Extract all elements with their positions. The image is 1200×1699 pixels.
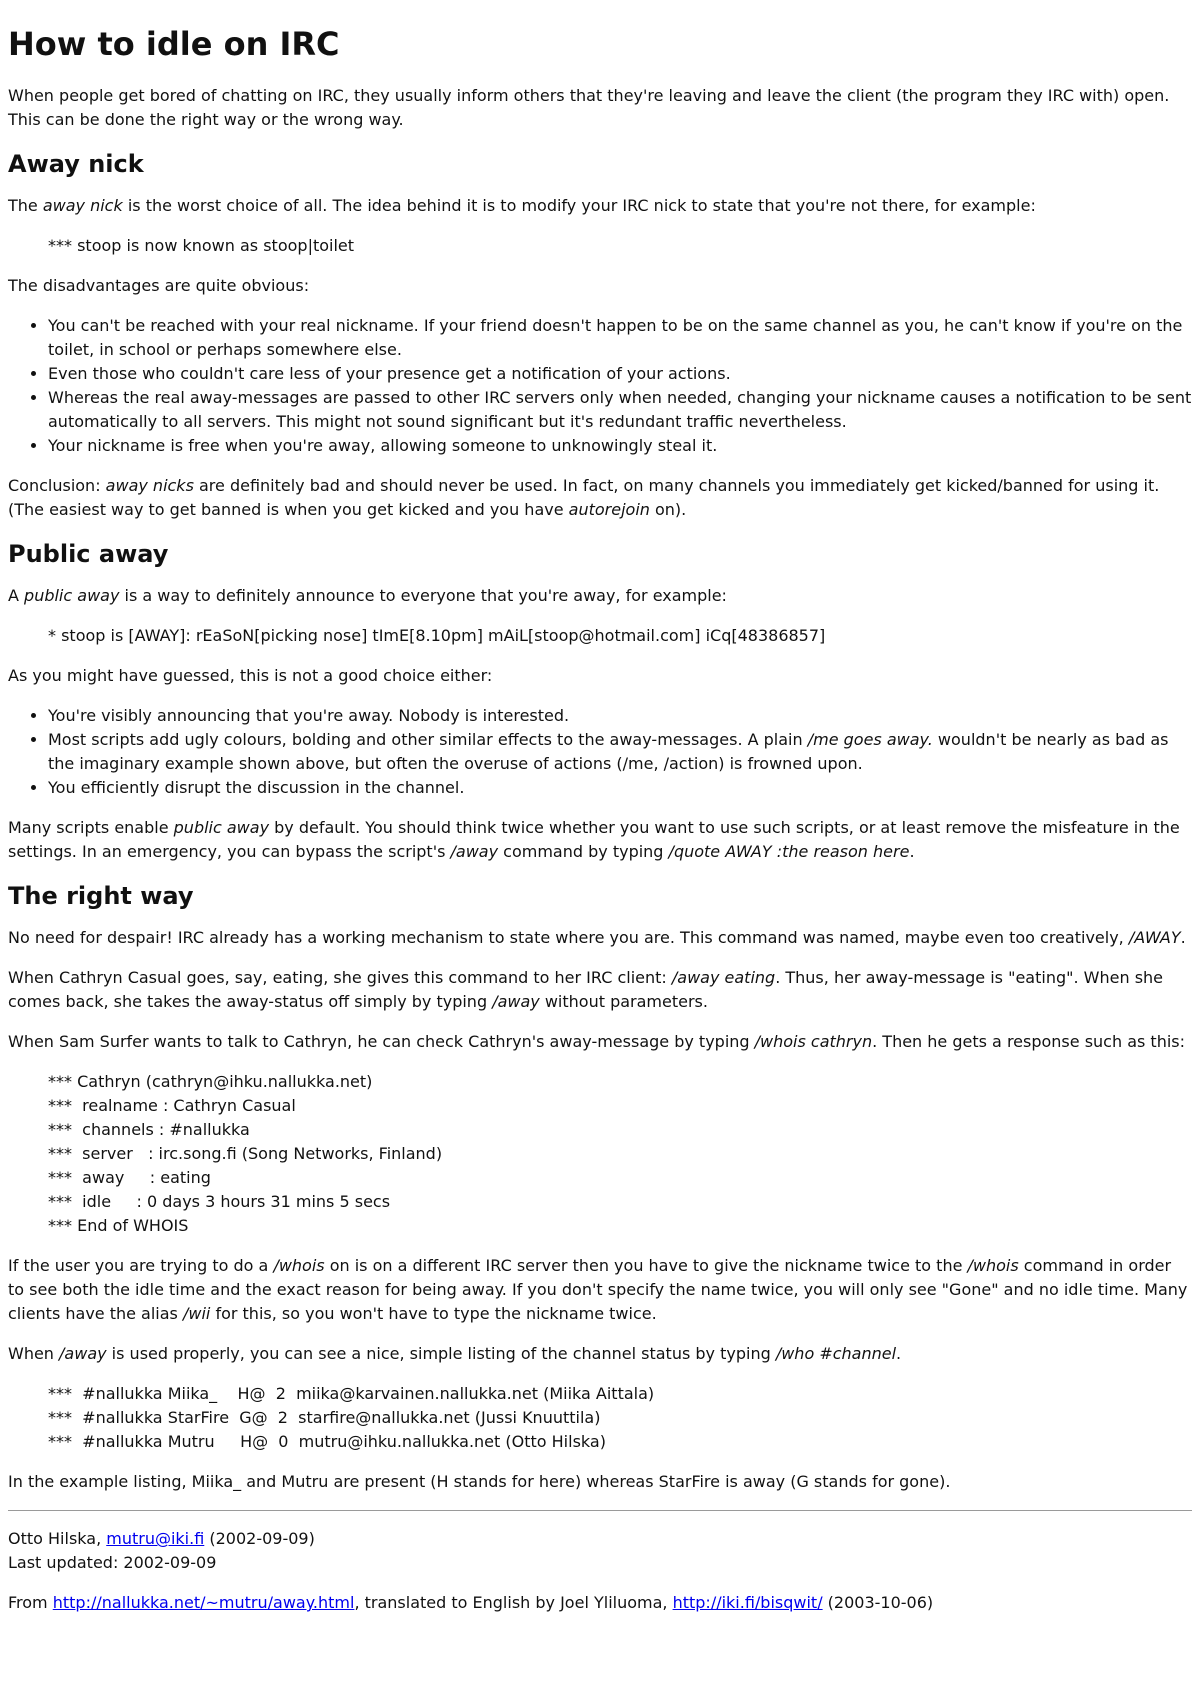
emphasis: /away eating [671,968,776,987]
page-title: How to idle on IRC [8,25,340,63]
right-way-heading: The right way [8,882,194,910]
whois-line: *** away : eating [48,1168,211,1187]
text: From [8,1593,53,1612]
text: is used properly, you can see a nice, simple listing of the channel status by typing [106,1344,776,1363]
text: on is on a different IRC server then you have to give the nickname twice to the [324,1256,968,1275]
list-item: • You can't be reached with your real nickname. If your friend doesn't happen to be on the same channel as you, he can't know if you're on the toilet, in school or perhaps somewhere else. [48,314,1192,362]
list-item: • Your nickname is free when you're away, allowing someone to unknowingly steal it. [48,434,1192,458]
emphasis: away nick [42,196,123,215]
public-away-heading: Public away [8,540,169,568]
text: When Cathryn Casual goes, say, eating, she gives this command to her IRC client: [8,968,672,987]
text: on). [649,500,687,519]
emphasis: /who #channel [775,1344,897,1363]
right-way-who-paragraph [8,1342,1192,1366]
away-nick-conclusion [8,474,1192,522]
emphasis: /me goes away. [807,730,933,749]
text: When Sam Surfer wants to talk to Cathryn, he can check Cathryn's away-message by typing [8,1032,755,1051]
divider [8,1510,1192,1511]
right-way-intro [8,926,1192,950]
emphasis: away nicks [105,476,194,495]
right-way-cathryn-paragraph [8,966,1192,1014]
text: . [909,842,915,861]
text: is a way to definitely announce to everyone that you're away, for example: [119,586,727,605]
footer [8,1527,1192,1615]
who-line: *** #nallukka StarFire G@ 2 starfire@nallukka.net (Jussi Knuuttila) [48,1408,601,1427]
emphasis: autorejoin [568,500,650,519]
public-away-description [8,584,1192,608]
text: Otto Hilska, [8,1529,107,1548]
text: . Thus, her away-message is "eating". When she comes back, she takes the away-status off simply by typing [8,968,1164,1011]
text: Many scripts enable [8,818,174,837]
whois-line: *** Cathryn (cathryn@ihku.nallukka.net) [48,1072,373,1091]
emphasis: /AWAY [1128,928,1181,947]
who-line: *** #nallukka Mutru H@ 0 mutru@ihku.nallukka.net (Otto Hilska) [48,1432,606,1451]
whois-line: *** channels : #nallukka [48,1120,250,1139]
text: command by typing [498,842,669,861]
whois-line: *** server : irc.song.fi (Song Networks, Finland) [48,1144,443,1163]
emphasis: /whois [273,1256,325,1275]
whois-line: *** realname : Cathryn Casual [48,1096,296,1115]
emphasis: /away [492,992,540,1011]
text: (2002-09-09) [204,1529,315,1548]
emphasis: /whois [967,1256,1019,1275]
translator-link[interactable]: http://iki.fi/bisqwit/ [672,1593,823,1612]
author-line [8,1527,1192,1551]
text: by default. You should think twice whether you want to use such scripts, or at least remove the misfeature in the settings. In an emergency, you can bypass the script's [8,818,1180,861]
text: . Then he gets a response such as this: [872,1032,1186,1051]
text: . [896,1344,902,1363]
list-item: • You efficiently disrupt the discussion in the channel. [48,776,1192,800]
text: without parameters. [539,992,708,1011]
text: (2003-10-06) [822,1593,934,1612]
list-item: • You're visibly announcing that you're away. Nobody is interested. [48,704,1192,728]
document [0,24,1200,1615]
whois-example [48,1070,1192,1238]
list-item: • Even those who couldn't care less of your presence get a notification of your actions. [48,362,1192,386]
away-nick-heading: Away nick [8,150,144,178]
away-nick-disadvantages-list [8,314,1192,458]
intro-paragraph: When people get bored of chatting on IRC, they usually inform others that they're leaving and leave the client (the program they IRC with) open. This can be done the right way or the wrong way. [8,86,1170,129]
text: Conclusion: [8,476,106,495]
public-away-scripts-paragraph [8,816,1192,864]
public-away-list [8,704,1192,800]
last-updated: Last updated: 2002-09-09 [8,1553,217,1572]
who-line: *** #nallukka Miika_ H@ 2 miika@karvainen.nallukka.net (Miika Aittala) [48,1384,655,1403]
who-example [48,1382,1192,1454]
text: command in order to see both the idle time and the exact reason for being away. If you don't specify the name twice, you will only see "Gone" and no idle time. Many clients have the alias [8,1256,1188,1323]
emphasis: /whois cathryn [754,1032,873,1051]
away-nick-example: *** stoop is now known as stoop|toilet [48,236,355,255]
away-nick-description [8,194,1192,218]
text: is the worst choice of all. The idea behind it is to modify your IRC nick to state that you're not there, for example: [122,196,1036,215]
disadvantages-intro: The disadvantages are quite obvious: [8,276,310,295]
text: No need for despair! IRC already has a working mechanism to state where you are. This command was named, maybe even too creatively, [8,928,1129,947]
source-link[interactable]: http://nallukka.net/~mutru/away.html [52,1593,355,1612]
text: . [1180,928,1186,947]
text: are definitely bad and should never be used. In fact, on many channels you immediately get kicked/banned for using it. (The easiest way to get banned is when you get kicked and you have [8,476,1160,519]
public-away-example: * stoop is [AWAY]: rEaSoN[picking nose] tImE[8.10pm] mAiL[stoop@hotmail.com] iCq[48386857] [48,626,826,645]
emphasis: public away [24,586,120,605]
emphasis: /away [450,842,499,861]
author-email-link[interactable]: mutru@iki.fi [106,1529,205,1548]
public-away-guess: As you might have guessed, this is not a good choice either: [8,666,493,685]
text: When [8,1344,60,1363]
list-item [48,728,1192,776]
text: , translated to English by Joel Yliluoma, [354,1593,673,1612]
text: for this, so you won't have to type the nickname twice. [210,1304,657,1323]
right-way-sam-paragraph [8,1030,1192,1054]
emphasis: /quote AWAY :the reason here [668,842,910,861]
source-line [8,1591,1192,1615]
emphasis: /wii [182,1304,211,1323]
right-way-whois-paragraph [8,1254,1192,1326]
text: wouldn't be nearly as bad as the imaginary example shown above, but often the overuse of actions (/me, /action) is frowned upon. [48,730,1169,773]
emphasis: public away [173,818,270,837]
text: The [8,196,43,215]
whois-line: *** End of WHOIS [48,1216,189,1235]
emphasis: /away [59,1344,107,1363]
text: A [8,586,25,605]
text: Most scripts add ugly colours, bolding and other similar effects to the away-messages. A plain [48,730,808,749]
list-item: • Whereas the real away-messages are passed to other IRC servers only when needed, changing your nickname causes a notification to be sent automatically to all servers. This might not sound significant but it's redundant traffic nevertheless. [48,386,1192,434]
right-way-listing-explanation: In the example listing, Miika_ and Mutru are present (H stands for here) whereas StarFire is away (G stands for gone). [8,1472,951,1491]
spacer [8,1575,1192,1591]
whois-line: *** idle : 0 days 3 hours 31 mins 5 secs [48,1192,391,1211]
text: If the user you are trying to do a [8,1256,274,1275]
